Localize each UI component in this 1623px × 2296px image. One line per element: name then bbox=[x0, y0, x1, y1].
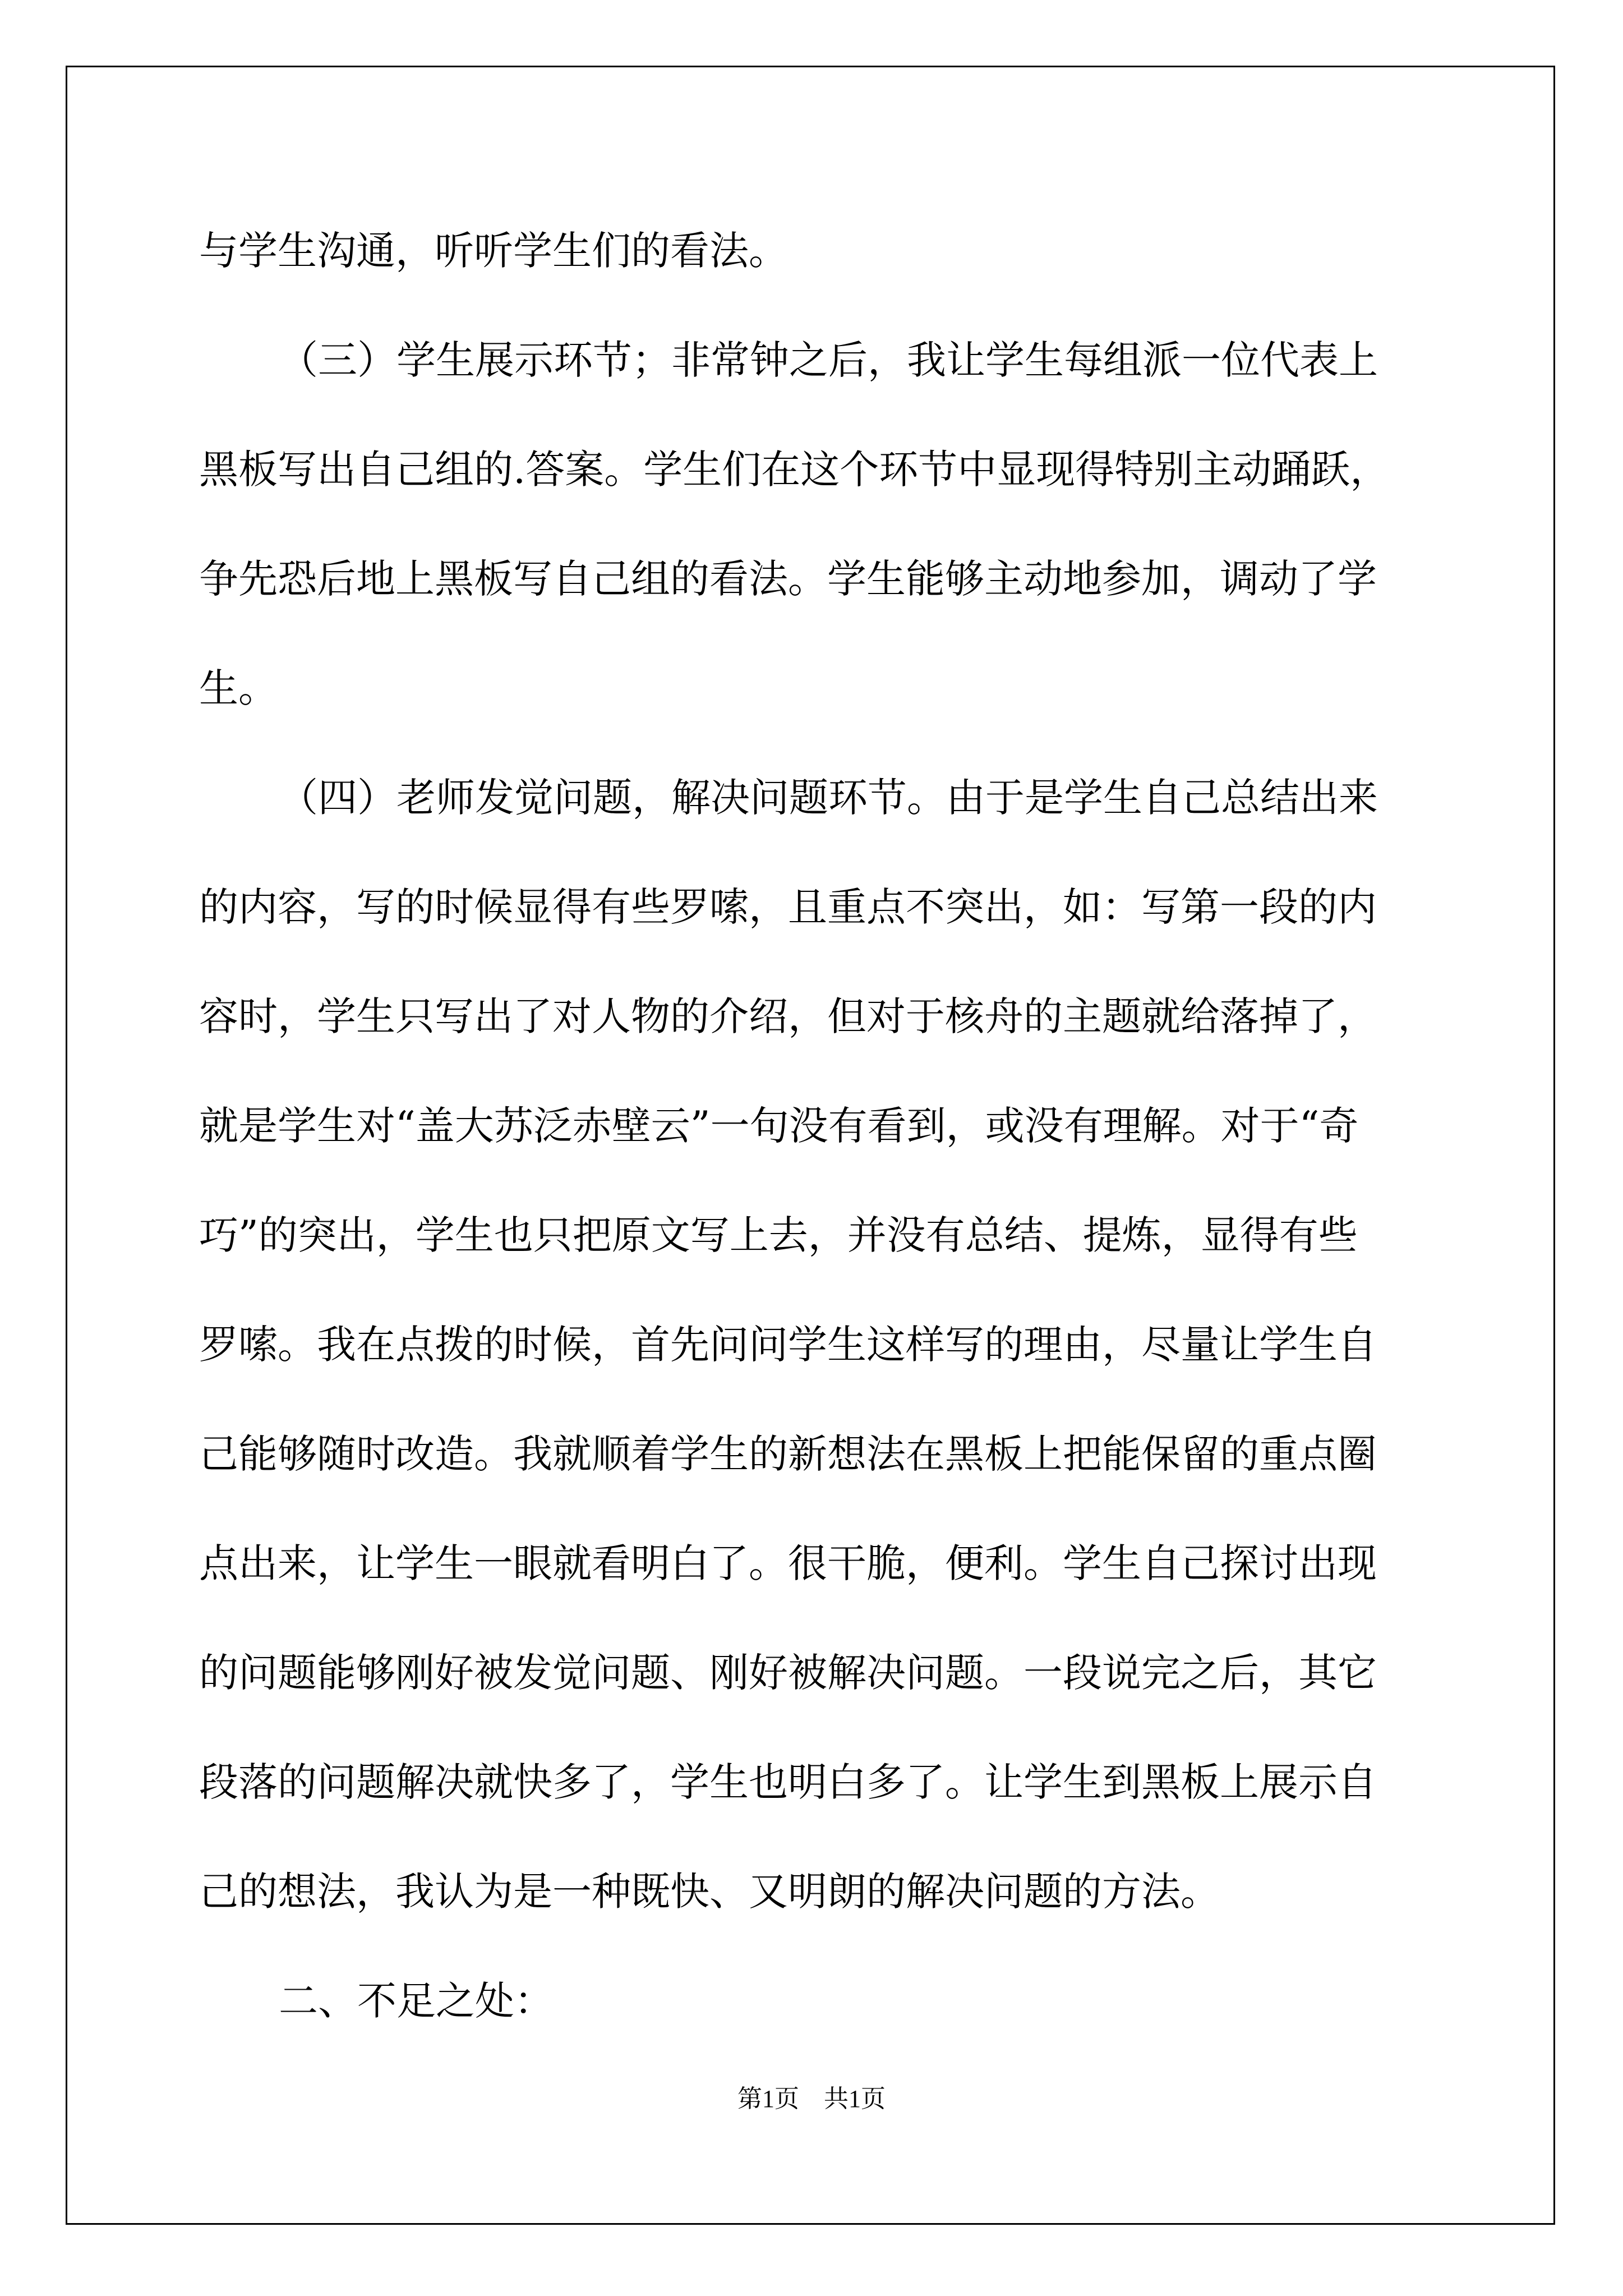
text-line: 生。 bbox=[199, 665, 278, 711]
text-line: 罗嗦。我在点拨的时候，首先问问学生这样写的理由，尽量让学生自 bbox=[199, 1322, 1377, 1368]
text-line: 己的想法，我认为是一种既快、又明朗的解决问题的方法。 bbox=[199, 1869, 1220, 1915]
text-line: 段落的问题解决就快多了，学生也明白多了。让学生到黑板上展示自 bbox=[199, 1759, 1377, 1805]
text-line: 黑板写出自己组的.答案。学生们在这个环节中显现得特别主动踊跃， bbox=[199, 447, 1390, 493]
text-line: 与学生沟通，听听学生们的看法。 bbox=[199, 228, 788, 274]
text-line: （三）学生展示环节；非常钟之后，我让学生每组派一位代表上 bbox=[279, 337, 1378, 383]
text-line: 容时，学生只写出了对人物的介绍，但对于核舟的主题就给落掉了， bbox=[199, 993, 1377, 1039]
text-line: 的内容，写的时候显得有些罗嗦，且重点不突出，如：写第一段的内 bbox=[199, 884, 1377, 930]
text-line: 己能够随时改造。我就顺着学生的新想法在黑板上把能保留的重点圈 bbox=[199, 1431, 1377, 1477]
text-line: 巧”的突出，学生也只把原文写上去，并没有总结、提炼，显得有些 bbox=[199, 1212, 1358, 1258]
text-line: 的问题能够刚好被发觉问题、刚好被解决问题。一段说完之后，其它 bbox=[199, 1650, 1377, 1696]
text-line: （四）老师发觉问题，解决问题环节。由于是学生自己总结出来 bbox=[279, 775, 1378, 821]
page-footer: 第1页 共1页 bbox=[737, 2085, 886, 2113]
text-line: 点出来，让学生一眼就看明白了。很干脆，便利。学生自己探讨出现 bbox=[199, 1540, 1377, 1586]
text-line: 就是学生对“盖大苏泛赤壁云”一句没有看到，或没有理解。对于“奇 bbox=[199, 1103, 1359, 1149]
text-line: 争先恐后地上黑板写自己组的看法。学生能够主动地参加，调动了学 bbox=[199, 556, 1377, 602]
section-heading: 二、不足之处： bbox=[279, 1978, 554, 2024]
